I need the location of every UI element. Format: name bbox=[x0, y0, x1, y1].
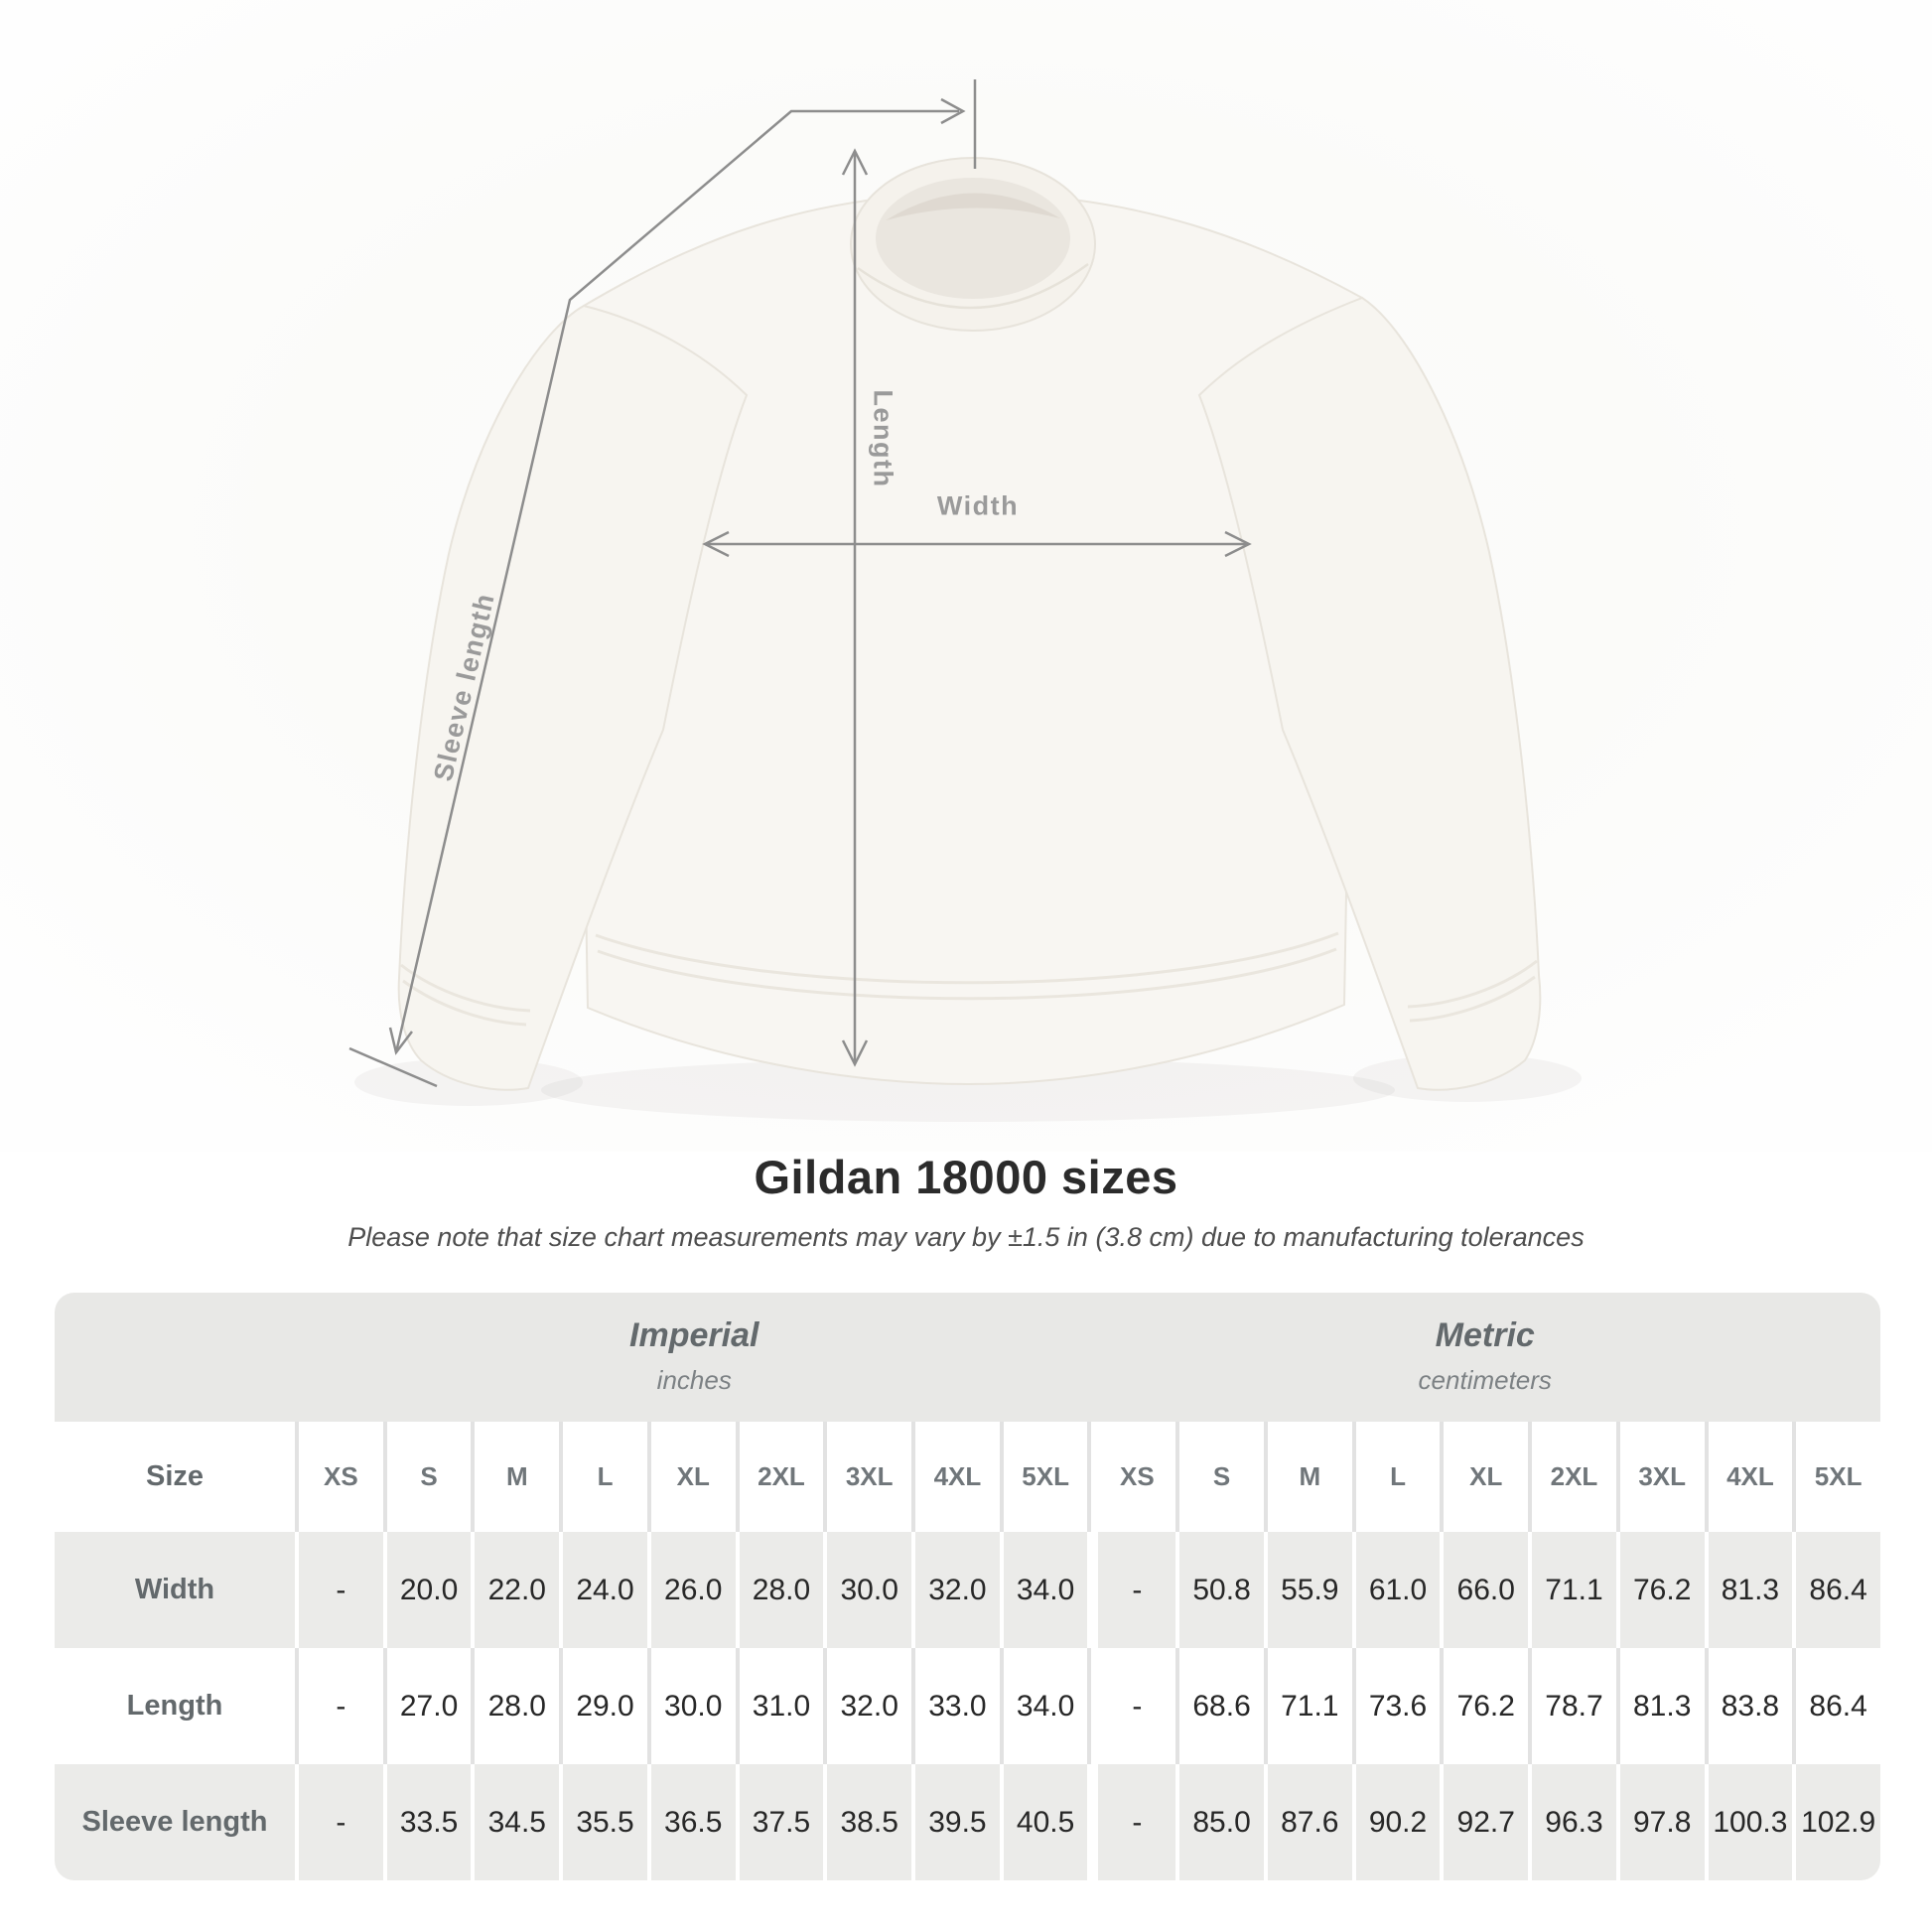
width-metric-XS: - bbox=[1091, 1532, 1175, 1648]
length-metric-3XL: 81.3 bbox=[1620, 1648, 1705, 1764]
sleeve-length-metric-M: 87.6 bbox=[1268, 1764, 1352, 1880]
imperial-unit: inches bbox=[656, 1365, 732, 1395]
title-block bbox=[0, 1150, 1932, 1253]
width-imperial-5XL: 34.0 bbox=[1004, 1532, 1088, 1648]
size-header-imperial-M: M bbox=[475, 1422, 559, 1532]
length-metric-4XL: 83.8 bbox=[1709, 1648, 1793, 1764]
size-header-imperial-XS: XS bbox=[299, 1422, 383, 1532]
metric-group-header bbox=[1090, 1293, 1881, 1422]
width-imperial-L: 24.0 bbox=[563, 1532, 647, 1648]
sleeve-length-metric-4XL: 100.3 bbox=[1709, 1764, 1793, 1880]
sleeve-length-imperial-M: 34.5 bbox=[475, 1764, 559, 1880]
size-column-spacer bbox=[55, 1293, 299, 1422]
sleeve-length-imperial-L: 35.5 bbox=[563, 1764, 647, 1880]
length-imperial-XL: 30.0 bbox=[651, 1648, 736, 1764]
width-metric-XL: 66.0 bbox=[1444, 1532, 1528, 1648]
length-metric-XL: 76.2 bbox=[1444, 1648, 1528, 1764]
width-metric-5XL: 86.4 bbox=[1796, 1532, 1880, 1648]
width-metric-3XL: 76.2 bbox=[1620, 1532, 1705, 1648]
width-imperial-4XL: 32.0 bbox=[915, 1532, 1000, 1648]
width-imperial-3XL: 30.0 bbox=[827, 1532, 911, 1648]
length-metric-M: 71.1 bbox=[1268, 1648, 1352, 1764]
size-header-imperial-L: L bbox=[563, 1422, 647, 1532]
size-header-metric-S: S bbox=[1179, 1422, 1264, 1532]
sleeve-length-metric-3XL: 97.8 bbox=[1620, 1764, 1705, 1880]
size-header-imperial-3XL: 3XL bbox=[827, 1422, 911, 1532]
size-column-label: Size bbox=[55, 1422, 295, 1532]
sleeve-length-imperial-XS: - bbox=[299, 1764, 383, 1880]
length-metric-5XL: 86.4 bbox=[1796, 1648, 1880, 1764]
length-imperial-S: 27.0 bbox=[387, 1648, 472, 1764]
sleeve-length-imperial-XL: 36.5 bbox=[651, 1764, 736, 1880]
sleeve-length-metric-XS: - bbox=[1091, 1764, 1175, 1880]
width-imperial-2XL: 28.0 bbox=[740, 1532, 824, 1648]
length-imperial-M: 28.0 bbox=[475, 1648, 559, 1764]
length-row-label: Length bbox=[55, 1648, 295, 1764]
length-imperial-2XL: 31.0 bbox=[740, 1648, 824, 1764]
metric-unit: centimeters bbox=[1418, 1365, 1552, 1395]
size-header-imperial-S: S bbox=[387, 1422, 472, 1532]
length-imperial-L: 29.0 bbox=[563, 1648, 647, 1764]
tolerance-note: Please note that size chart measurements may vary by ±1.5 in (3.8 cm) due to manufacturing tolerances bbox=[347, 1222, 1585, 1252]
width-metric-2XL: 71.1 bbox=[1532, 1532, 1616, 1648]
sleeve-length-metric-XL: 92.7 bbox=[1444, 1764, 1528, 1880]
sleeve-length-row-label: Sleeve length bbox=[55, 1764, 295, 1880]
imperial-title: Imperial bbox=[629, 1316, 759, 1354]
sleeve-length-imperial-S: 33.5 bbox=[387, 1764, 472, 1880]
sleeve-length-imperial-2XL: 37.5 bbox=[740, 1764, 824, 1880]
size-header-metric-M: M bbox=[1268, 1422, 1352, 1532]
metric-title: Metric bbox=[1435, 1316, 1535, 1354]
length-imperial-XS: - bbox=[299, 1648, 383, 1764]
size-header-metric-3XL: 3XL bbox=[1620, 1422, 1705, 1532]
size-header-row bbox=[55, 1422, 1880, 1532]
width-imperial-M: 22.0 bbox=[475, 1532, 559, 1648]
size-header-imperial-2XL: 2XL bbox=[740, 1422, 824, 1532]
sleeve-length-imperial-3XL: 38.5 bbox=[827, 1764, 911, 1880]
unit-group-header bbox=[55, 1293, 1880, 1422]
size-header-metric-XS: XS bbox=[1091, 1422, 1175, 1532]
sleeve-length-metric-L: 90.2 bbox=[1356, 1764, 1441, 1880]
size-header-metric-L: L bbox=[1356, 1422, 1441, 1532]
width-imperial-S: 20.0 bbox=[387, 1532, 472, 1648]
size-header-imperial-5XL: 5XL bbox=[1004, 1422, 1088, 1532]
width-metric-4XL: 81.3 bbox=[1709, 1532, 1793, 1648]
width-row-label: Width bbox=[55, 1532, 295, 1648]
size-header-metric-XL: XL bbox=[1444, 1422, 1528, 1532]
size-header-metric-5XL: 5XL bbox=[1796, 1422, 1880, 1532]
width-imperial-XS: - bbox=[299, 1532, 383, 1648]
length-metric-XS: - bbox=[1091, 1648, 1175, 1764]
width-metric-S: 50.8 bbox=[1179, 1532, 1264, 1648]
width-metric-L: 61.0 bbox=[1356, 1532, 1441, 1648]
sleeve-length-metric-S: 85.0 bbox=[1179, 1764, 1264, 1880]
size-header-imperial-4XL: 4XL bbox=[915, 1422, 1000, 1532]
length-measure-label: Length bbox=[868, 389, 898, 488]
size-header-metric-2XL: 2XL bbox=[1532, 1422, 1616, 1532]
size-header-imperial-XL: XL bbox=[651, 1422, 736, 1532]
width-metric-M: 55.9 bbox=[1268, 1532, 1352, 1648]
page-title: Gildan 18000 sizes bbox=[754, 1151, 1178, 1203]
length-imperial-3XL: 32.0 bbox=[827, 1648, 911, 1764]
sleeve-length-metric-5XL: 102.9 bbox=[1796, 1764, 1880, 1880]
width-measure-label: Width bbox=[936, 490, 1020, 521]
sleeve-length-imperial-5XL: 40.5 bbox=[1004, 1764, 1088, 1880]
length-metric-S: 68.6 bbox=[1179, 1648, 1264, 1764]
width-row bbox=[55, 1532, 1880, 1648]
length-metric-2XL: 78.7 bbox=[1532, 1648, 1616, 1764]
size-chart-table bbox=[55, 1293, 1880, 1880]
imperial-group-header bbox=[299, 1293, 1090, 1422]
sleeve-length-imperial-4XL: 39.5 bbox=[915, 1764, 1000, 1880]
table-body bbox=[55, 1532, 1880, 1880]
length-metric-L: 73.6 bbox=[1356, 1648, 1441, 1764]
size-header-metric-4XL: 4XL bbox=[1709, 1422, 1793, 1532]
sleeve-length-row bbox=[55, 1764, 1880, 1880]
length-imperial-5XL: 34.0 bbox=[1004, 1648, 1088, 1764]
width-imperial-XL: 26.0 bbox=[651, 1532, 736, 1648]
length-row bbox=[55, 1648, 1880, 1764]
length-imperial-4XL: 33.0 bbox=[915, 1648, 1000, 1764]
sleeve-length-measure-label: Sleeve length bbox=[428, 590, 500, 784]
sleeve-length-metric-2XL: 96.3 bbox=[1532, 1764, 1616, 1880]
